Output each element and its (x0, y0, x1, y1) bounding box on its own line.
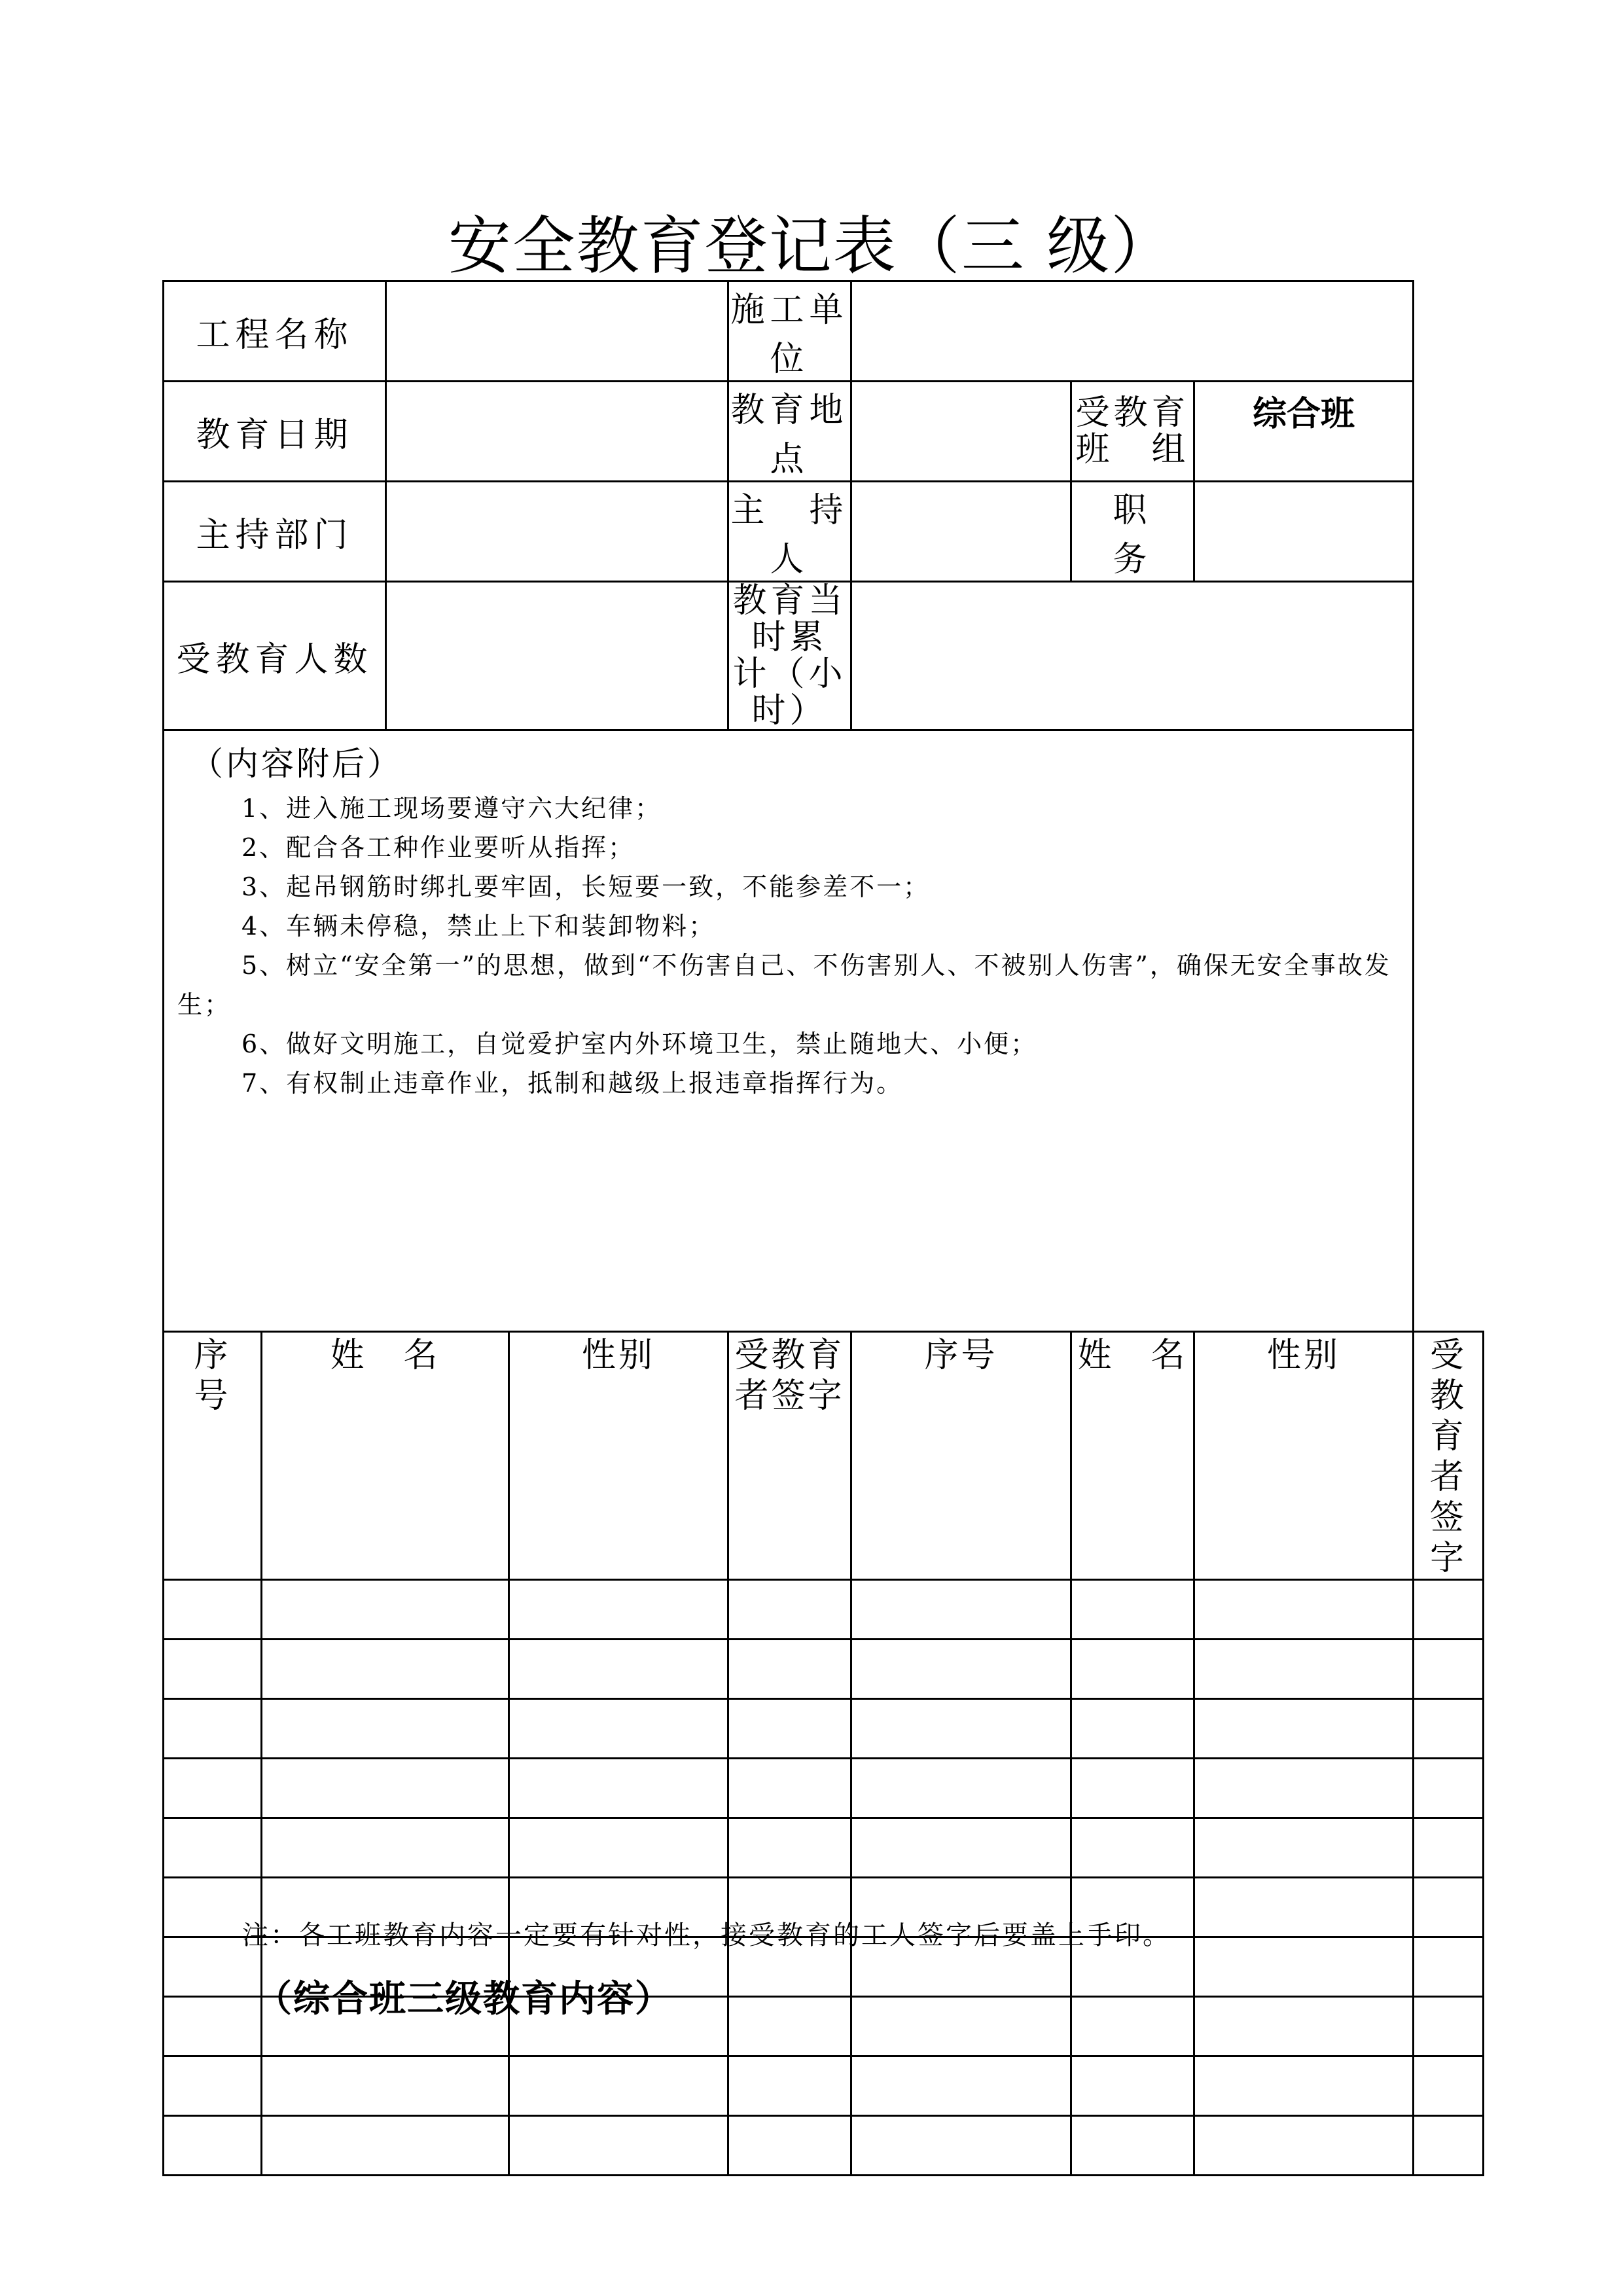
host-dept-label: 主持部门 (164, 482, 386, 582)
roster-row (164, 1580, 1484, 1640)
registration-form (162, 280, 1484, 2176)
content-item: 5、树立“安全第一”的思想，做到“不伤害自己、不伤害别人、不被别人伤害”，确保无安全事故发 (241, 951, 1391, 980)
name-cell-2[interactable] (1071, 1699, 1194, 1759)
name-cell-2[interactable] (1071, 2116, 1194, 2176)
signature-cell-2[interactable] (1414, 1878, 1484, 1937)
signature-cell-2[interactable] (1414, 1699, 1484, 1759)
seq-cell-2[interactable] (851, 1699, 1071, 1759)
gender-cell[interactable] (509, 1759, 728, 1818)
gender-cell-2[interactable] (1194, 1580, 1414, 1640)
team-label (1071, 382, 1194, 482)
project-name-label: 工程名称 (164, 281, 386, 382)
roster-row (164, 2116, 1484, 2176)
signature-cell[interactable] (728, 1699, 851, 1759)
header-name: 姓 名 (262, 1332, 509, 1580)
name-cell[interactable] (262, 2056, 509, 2116)
roster-row (164, 1818, 1484, 1878)
seq-cell-2[interactable] (851, 2116, 1071, 2176)
seq-cell-2[interactable] (851, 1997, 1071, 2056)
header-gender: 性别 (509, 1332, 728, 1580)
gender-cell[interactable] (509, 2116, 728, 2176)
gender-cell-2[interactable] (1194, 1997, 1414, 2056)
signature-cell[interactable] (728, 1818, 851, 1878)
seq-cell-2[interactable] (851, 1640, 1071, 1699)
content-item: 2、配合各工种作业要听从指挥； (241, 833, 635, 862)
content-heading: （内容附后） (190, 745, 402, 783)
attendees-label: 受教育人数 (164, 582, 386, 730)
contractor-label: 施工单位 (728, 281, 851, 382)
signature-cell-2[interactable] (1414, 2056, 1484, 2116)
header-signature-2: 受教育 者签字 (1414, 1332, 1484, 1580)
hours-label (728, 582, 851, 730)
name-cell[interactable] (262, 1699, 509, 1759)
gender-cell[interactable] (509, 1640, 728, 1699)
name-cell-2[interactable] (1071, 1818, 1194, 1878)
signature-cell-2[interactable] (1414, 2116, 1484, 2176)
form-title: 安全教育登记表（三 级） (448, 209, 1175, 283)
attendees-field[interactable] (386, 582, 728, 730)
roster-row (164, 1699, 1484, 1759)
team-field[interactable]: 综合班 (1194, 382, 1414, 482)
project-name-field[interactable] (386, 281, 728, 382)
name-cell-2[interactable] (1071, 1997, 1194, 2056)
contractor-field[interactable] (851, 281, 1414, 382)
gender-cell[interactable] (509, 1580, 728, 1640)
gender-cell-2[interactable] (1194, 2116, 1414, 2176)
name-cell[interactable] (262, 1580, 509, 1640)
seq-cell-2[interactable] (851, 1759, 1071, 1818)
seq-cell[interactable] (164, 1997, 262, 2056)
seq-cell[interactable] (164, 1640, 262, 1699)
edu-place-field[interactable] (851, 382, 1071, 482)
seq-cell-2[interactable] (851, 1580, 1071, 1640)
seq-cell[interactable] (164, 1759, 262, 1818)
gender-cell[interactable] (509, 2056, 728, 2116)
seq-cell-2[interactable] (851, 1818, 1071, 1878)
gender-cell-2[interactable] (1194, 1878, 1414, 1937)
signature-cell[interactable] (728, 1580, 851, 1640)
header-seq: 序 号 (164, 1332, 262, 1580)
header-gender-2: 性别 (1194, 1332, 1414, 1580)
seq-cell[interactable] (164, 1818, 262, 1878)
content-item: 3、起吊钢筋时绑扎要牢固，长短要一致，不能参差不一； (241, 872, 931, 901)
header-signature: 受教育 者签字 (728, 1332, 851, 1580)
edu-date-field[interactable] (386, 382, 728, 482)
signature-cell-2[interactable] (1414, 1759, 1484, 1818)
name-cell-2[interactable] (1071, 1759, 1194, 1818)
gender-cell-2[interactable] (1194, 1759, 1414, 1818)
name-cell-2[interactable] (1071, 1640, 1194, 1699)
roster-header-row (164, 1332, 1484, 1580)
gender-cell[interactable] (509, 1818, 728, 1878)
team-label-line1: 受教育 (1075, 393, 1190, 433)
roster-row (164, 1759, 1484, 1818)
content-item-continued: 生； (177, 990, 232, 1019)
signature-cell[interactable] (728, 2116, 851, 2176)
edu-place-label: 教育地点 (728, 382, 851, 482)
signature-cell-2[interactable] (1414, 1818, 1484, 1878)
education-content (164, 730, 1414, 1332)
signature-cell[interactable] (728, 2056, 851, 2116)
position-label: 职 务 (1071, 482, 1194, 582)
gender-cell-2[interactable] (1194, 1640, 1414, 1699)
signature-cell-2[interactable] (1414, 1580, 1484, 1640)
gender-cell-2[interactable] (1194, 1818, 1414, 1878)
header-seq-2: 序号 (851, 1332, 1071, 1580)
roster-row (164, 1640, 1484, 1699)
signature-cell[interactable] (728, 1640, 851, 1699)
hours-label-line2: 计（小时） (732, 655, 847, 730)
name-cell[interactable] (262, 2116, 509, 2176)
content-item: 7、有权制止违章作业，抵制和越级上报违章指挥行为。 (241, 1069, 904, 1098)
signature-cell-2[interactable] (1414, 1640, 1484, 1699)
content-item: 6、做好文明施工，自觉爱护室内外环境卫生，禁止随地大、小便； (241, 1030, 1038, 1058)
footer-heading: （综合班三级教育内容） (255, 1978, 673, 2020)
name-cell[interactable] (262, 1759, 509, 1818)
note-text: 注：各工班教育内容一定要有针对性，接受教育的工人签字后要盖上手印。 (242, 1920, 1171, 1950)
edu-date-label: 教育日期 (164, 382, 386, 482)
name-cell[interactable] (262, 1640, 509, 1699)
content-item: 4、车辆未停稳，禁止上下和装卸物料； (241, 912, 716, 941)
name-cell[interactable] (262, 1818, 509, 1878)
host-label: 主 持 人 (728, 482, 851, 582)
seq-cell[interactable] (164, 2056, 262, 2116)
name-cell-2[interactable] (1071, 2056, 1194, 2116)
signature-cell[interactable] (728, 1997, 851, 2056)
signature-cell-2[interactable] (1414, 1937, 1484, 1997)
team-label-line2: 班 组 (1075, 430, 1190, 469)
host-dept-field[interactable] (386, 482, 728, 582)
seq-cell[interactable] (164, 1580, 262, 1640)
signature-cell[interactable] (728, 1759, 851, 1818)
header-name-2: 姓 名 (1071, 1332, 1194, 1580)
seq-cell[interactable] (164, 1699, 262, 1759)
gender-cell-2[interactable] (1194, 2056, 1414, 2116)
hours-field[interactable] (851, 582, 1414, 730)
content-item: 1、进入施工现场要遵守六大纪律； (241, 794, 662, 823)
gender-cell-2[interactable] (1194, 1699, 1414, 1759)
name-cell-2[interactable] (1071, 1580, 1194, 1640)
gender-cell[interactable] (509, 1699, 728, 1759)
seq-cell[interactable] (164, 2116, 262, 2176)
seq-cell-2[interactable] (851, 2056, 1071, 2116)
roster-row (164, 2056, 1484, 2116)
signature-cell-2[interactable] (1414, 1997, 1484, 2056)
hours-label-line1: 教育当时累 (732, 581, 847, 657)
gender-cell-2[interactable] (1194, 1937, 1414, 1997)
